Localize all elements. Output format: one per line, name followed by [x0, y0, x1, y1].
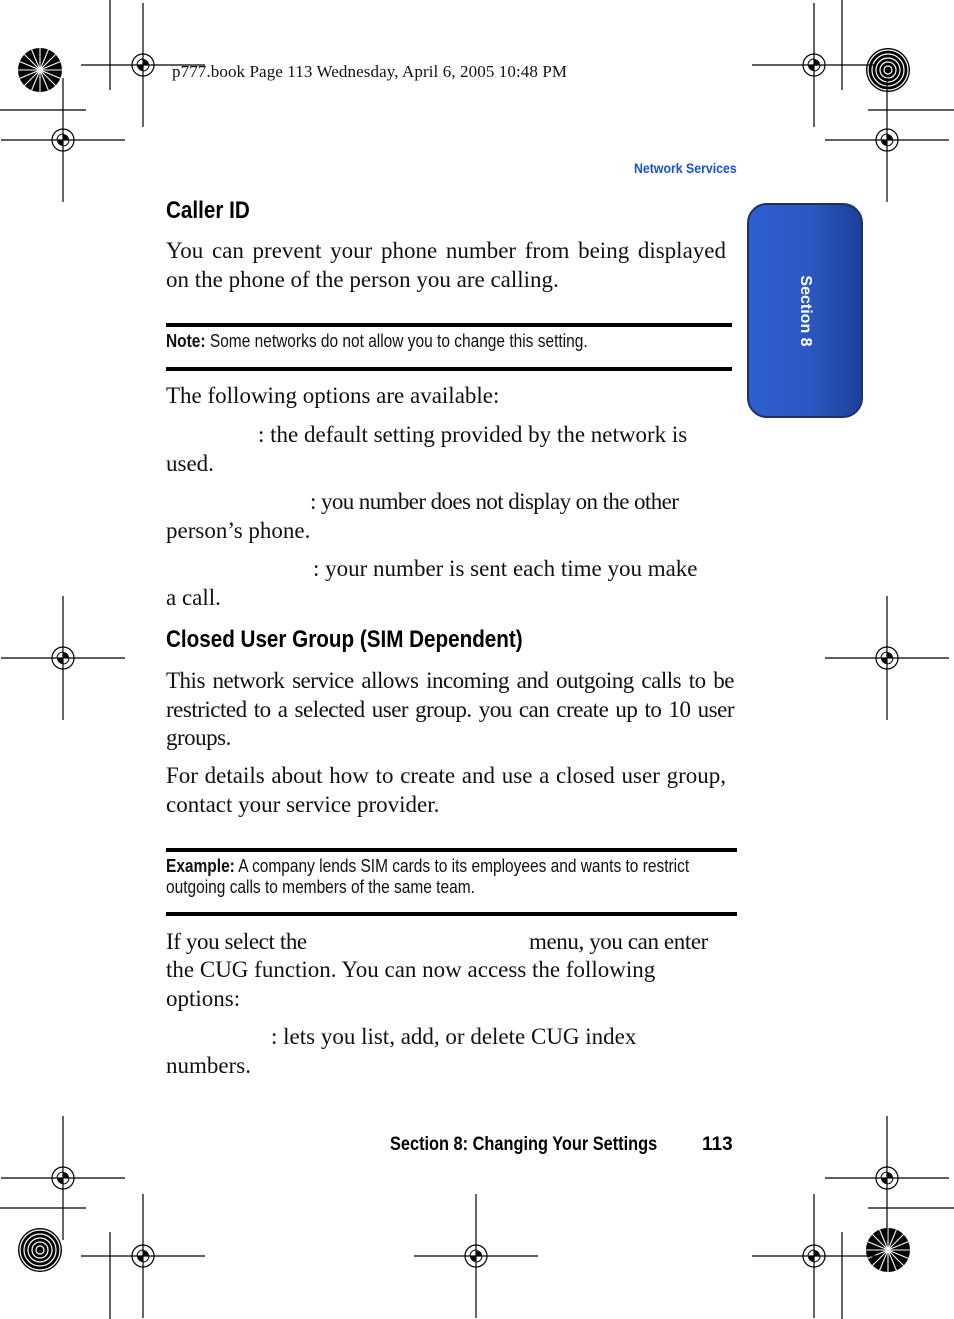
example-bottom-rule	[166, 912, 737, 916]
option-hide-desc: : you number does not display on the other	[310, 489, 679, 514]
page-number: 113	[702, 1134, 733, 1155]
note-top-rule	[166, 323, 732, 327]
option-default-desc: : the default setting provided by the network is	[258, 422, 688, 447]
print-header: p777.book Page 113 Wednesday, April 6, 2005 10:48 PM	[172, 62, 568, 81]
footer-section-title: Section 8: Changing Your Settings	[390, 1134, 658, 1155]
index-list-cont: numbers.	[166, 1053, 251, 1078]
select-text-part1: If you select the	[166, 929, 307, 954]
option-send-desc: : your number is sent each time you make	[313, 556, 698, 581]
section-tab	[747, 203, 863, 418]
note-text	[166, 331, 716, 352]
running-head: Network Services	[634, 160, 737, 176]
cug-para-2: For details about how to create and use a closed user group, contact your service provider.	[166, 763, 726, 817]
select-text-line3: options:	[166, 986, 241, 1011]
cug-para-1: This network service allows incoming and outgoing calls to be restricted to a selected user group. you can create up to 10 user groups.	[166, 668, 734, 750]
note-label: Note:	[166, 331, 206, 351]
select-text-part2: menu, you can enter	[529, 929, 708, 954]
note-body: Some networks do not allow you to change this setting.	[209, 331, 588, 351]
options-intro: The following options are available:	[166, 383, 500, 408]
index-list-desc: : lets you list, add, or delete CUG index	[271, 1024, 637, 1049]
cug-heading: Closed User Group (SIM Dependent)	[166, 626, 523, 653]
caller-id-intro: You can prevent your phone number from being displayed on the phone of the person you are calling.	[166, 238, 726, 292]
example-label: Example:	[166, 856, 235, 876]
example-top-rule	[166, 848, 737, 852]
option-default-cont: used.	[166, 451, 214, 476]
example-text	[166, 856, 725, 898]
select-text-line2: the CUG function. You can now access the following	[166, 957, 656, 982]
note-bottom-rule	[166, 367, 732, 371]
option-send-cont: a call.	[166, 585, 221, 610]
example-body: A company lends SIM cards to its employees and wants to restrict outgoing calls to members of the same team.	[166, 856, 690, 897]
caller-id-heading: Caller ID	[166, 197, 250, 224]
section-tab-label: Section 8	[797, 274, 814, 347]
option-hide-cont: person’s phone.	[166, 518, 311, 543]
